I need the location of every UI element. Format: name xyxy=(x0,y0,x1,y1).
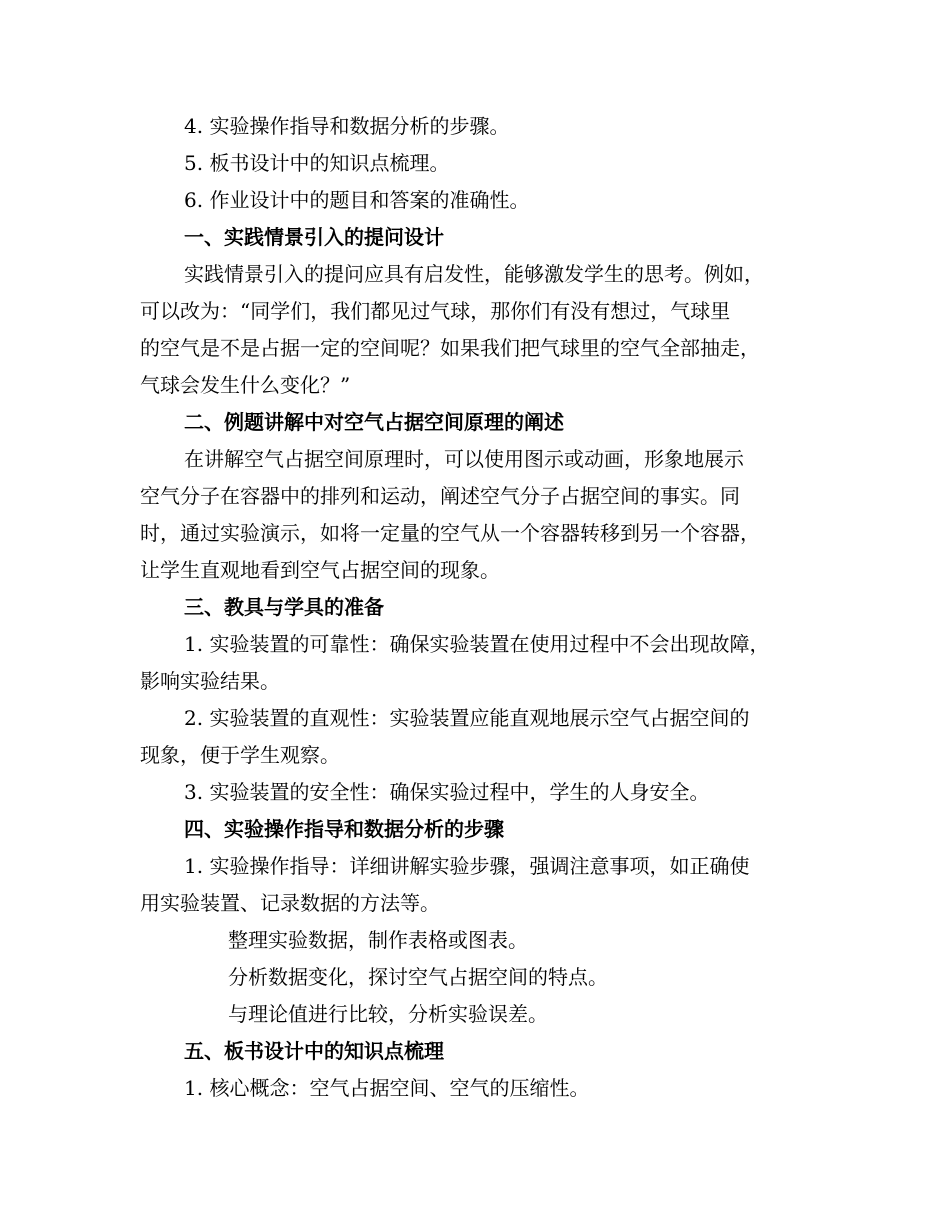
paragraph-line: 气球会发生什么变化？” xyxy=(140,373,351,397)
list-item: 1. 实验操作指导：详细讲解实验步骤，强调注意事项，如正确使 xyxy=(184,854,750,878)
section-heading: 四、实验操作指导和数据分析的步骤 xyxy=(184,817,504,841)
list-item: 1. 核心概念：空气占据空间、空气的压缩性。 xyxy=(184,1076,590,1100)
list-item: 5. 板书设计中的知识点梳理。 xyxy=(184,151,450,175)
paragraph-line: 影响实验结果。 xyxy=(140,669,280,693)
paragraph-line: 在讲解空气占据空间原理时，可以使用图示或动画，形象地展示 xyxy=(184,447,744,471)
document-page xyxy=(140,108,820,1107)
section-heading: 三、教具与学具的准备 xyxy=(184,595,384,619)
list-item: 分析数据变化，探讨空气占据空间的特点。 xyxy=(228,965,608,989)
list-item: 3. 实验装置的安全性：确保实验过程中，学生的人身安全。 xyxy=(184,780,710,804)
paragraph-line: 让学生直观地看到空气占据空间的现象。 xyxy=(140,558,500,582)
list-item: 1. 实验装置的可靠性：确保实验装置在使用过程中不会出现故障， xyxy=(184,632,770,656)
list-item: 4. 实验操作指导和数据分析的步骤。 xyxy=(184,114,510,138)
paragraph-line: 现象，便于学生观察。 xyxy=(140,743,340,767)
section-heading: 五、板书设计中的知识点梳理 xyxy=(184,1039,444,1063)
list-item: 整理实验数据，制作表格或图表。 xyxy=(228,928,528,952)
list-item: 2. 实验装置的直观性：实验装置应能直观地展示空气占据空间的 xyxy=(184,706,750,730)
section-heading: 二、例题讲解中对空气占据空间原理的阐述 xyxy=(184,410,564,434)
list-item: 6. 作业设计中的题目和答案的准确性。 xyxy=(184,188,530,212)
paragraph-line: 空气分子在容器中的排列和运动，阐述空气分子占据空间的事实。同 xyxy=(140,484,740,508)
paragraph-line: 的空气是不是占据一定的空间呢？如果我们把气球里的空气全部抽走， xyxy=(140,336,760,360)
paragraph-line: 实践情景引入的提问应具有启发性，能够激发学生的思考。例如， xyxy=(184,262,764,286)
paragraph-line: 时，通过实验演示，如将一定量的空气从一个容器转移到另一个容器， xyxy=(140,521,760,545)
paragraph-line: 用实验装置、记录数据的方法等。 xyxy=(140,891,440,915)
list-item: 与理论值进行比较，分析实验误差。 xyxy=(228,1002,548,1026)
paragraph-line: 可以改为：“同学们，我们都见过气球，那你们有没有想过，气球里 xyxy=(140,299,731,323)
section-heading: 一、实践情景引入的提问设计 xyxy=(184,225,444,249)
